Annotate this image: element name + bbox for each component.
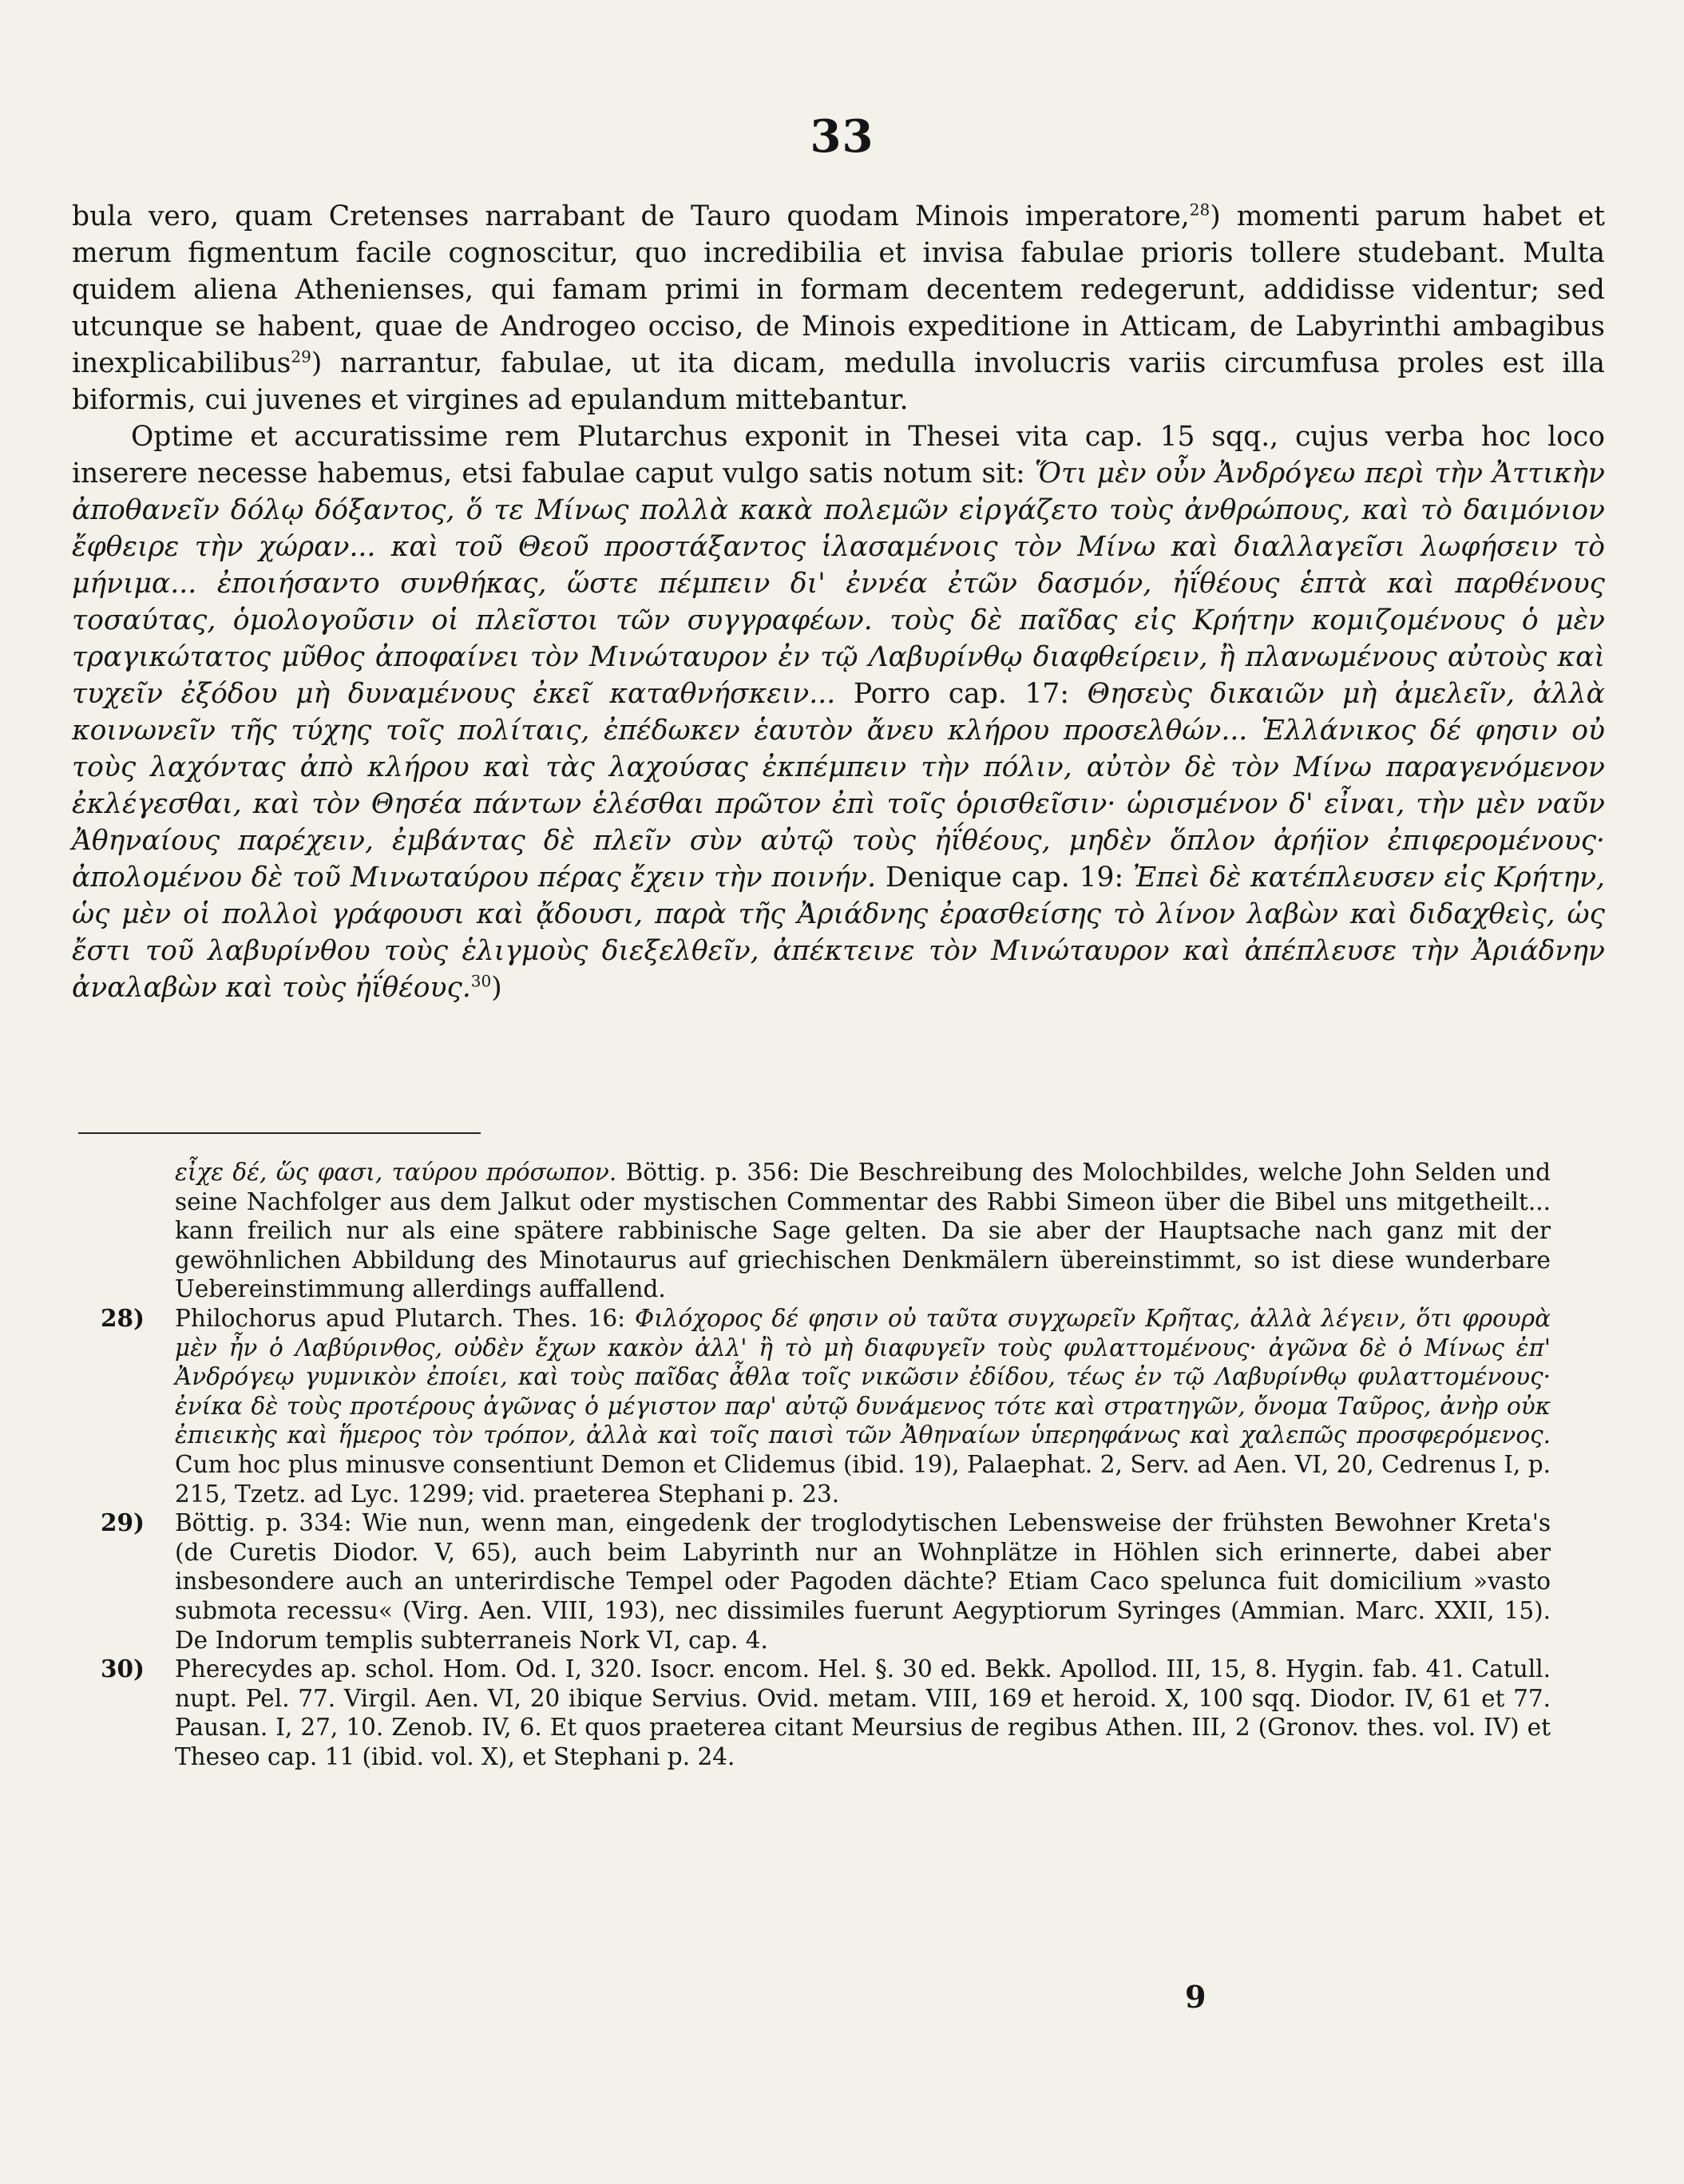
footnote-30-number: 30) [101, 1655, 145, 1683]
footnote-28 [101, 1304, 1551, 1508]
paragraph-1-text-b: ) momenti parum habet et merum figmentum facile cognoscitur, quo incredibilia et invisa fabulae prioris tollere studebant. Multa quidem aliena Athenienses, qui famam primi in formam decentem redegerunt, addidisse videntur; sed utcunque se habent, quae de Androgeo occiso, de Minois expeditione in Atticam, de Labyrinthi ambagibus inexplicabilibus [72, 200, 1606, 379]
footnote-28-text-b: Cum hoc plus minusve consentiunt Demon et Clidemus (ibid. 19), Palaephat. 2, Serv. ad Aen. VI, 20, Cedrenus I, p. 215, Tzetz. ad Lyc. 1299; vid. praeterea Stephani p. 23. [175, 1450, 1551, 1508]
paragraph-2-text-a: Optime et accuratissime rem Plutarchus exponit in Thesei vita cap. 15 sqq., cujus verba hoc loco inserere necesse habemus, etsi fabulae caput vulgo satis notum sit: [72, 421, 1605, 490]
greek-quote-cap-15: Ὅτι μὲν οὖν Ἀνδρόγεω περὶ τὴν Ἀττικὴν ἀποθανεῖν δόλῳ δόξαντος, ὅ τε Μίνως πολλὰ κακὰ πολεμῶν εἰργάζετο τοὺς ἀνθρώπους, καὶ τὸ δαιμόνιον ἔφθειρε τὴν χώραν... καὶ τοῦ Θεοῦ προστάξαντος ἱλασαμένοις τὸν Μίνω καὶ διαλλαγεῖσι λωφήσειν τὸ μήνιμα... ἐποιήσαντο συνθήκας, ὥστε πέμπειν δι' ἐννέα ἐτῶν δασμόν, ἠΐθέους ἑπτὰ καὶ παρθένους τοσαύτας, ὁμολογοῦσιν οἱ πλεῖστοι τῶν συγγραφέων. τοὺς δὲ παῖδας εἰς Κρήτην κομιζομένους ὁ μὲν τραγικώτατος μῦθος ἀποφαίνει τὸν Μινώταυρον ἐν τῷ Λαβυρίνθῳ διαφθείρειν, ἢ πλανωμένους αὐτοὺς καὶ τυχεῖν ἐξόδου μὴ δυναμένους ἐκεῖ καταθνήσκειν... [72, 458, 1606, 710]
footnote-continuation-text: Böttig. p. 356: Die Beschreibung des Molochbildes, welche John Selden und seine Nachfolger aus dem Jalkut oder mystischen Commentar des Rabbi Simeon über die Bibel uns mitgetheilt... kann freilich nur als eine spätere rabbinische Sage gelten. Da sie aber der Hauptsache nach ganz mit der gewöhnlichen Abbildung des Minotaurus auf griechischen Denkmälern übereinstimmt, so ist diese wunderbare Uebereinstimmung allerdings auffallend. [175, 1159, 1551, 1303]
footnote-ref-30[interactable]: 30 [470, 971, 492, 991]
footnote-29-number: 29) [101, 1508, 145, 1537]
footnote-28-text-a: Philochorus apud Plutarch. Thes. 16: [175, 1304, 636, 1332]
footnote-30 [101, 1655, 1551, 1771]
footnote-28-number: 28) [101, 1303, 145, 1332]
paragraph-2-text-b: Porro cap. 17: [835, 678, 1088, 710]
main-text [72, 198, 1605, 1006]
footnote-ref-28[interactable]: 28 [1189, 200, 1210, 220]
paragraph-1-text-c: ) narrantur, fabulae, ut ita dicam, medulla involucris variis circumfusa proles est illa biformis, cui juvenes et virgines ad epulandum mittebantur. [72, 347, 1605, 416]
page-number: 33 [810, 110, 874, 163]
footnote-28-greek: Φιλόχορος δέ φησιν οὐ ταῦτα συγχωρεῖν Κρῆτας, ἀλλὰ λέγειν, ὅτι φρουρὰ μὲν ἦν ὁ Λαβύρινθος, οὐδὲν ἔχων κακὸν ἀλλ' ἢ τὸ μὴ διαφυγεῖν τοὺς φυλαττομένους· ἀγῶνα δὲ ὁ Μίνως ἐπ' Ἀνδρόγεῳ γυμνικὸν ἐποίει, καὶ τοὺς παῖδας ἆθλα τοῖς νικῶσιν ἐδίδου, τέως ἐν τῷ Λαβυρίνθῳ φυλαττομένους· ἐνίκα δὲ τοὺς προτέρους ἀγῶνας ὁ μέγιστον παρ' αὐτῷ δυνάμενος τότε καὶ στρατηγῶν, ὄνομα Ταῦρος, ἀνὴρ οὐκ ἐπιεικὴς καὶ ἥμερος τὸν τρόπον, ἀλλὰ καὶ τοῖς παισὶ τῶν Ἀθηναίων ὑπερηφάνως καὶ χαλεπῶς προσφερόμενος. [175, 1304, 1551, 1449]
greek-quote-cap-19: Ἐπεὶ δὲ κατέπλευσεν εἰς Κρήτην, ὡς μὲν οἱ πολλοὶ γράφουσι καὶ ᾄδουσι, παρὰ τῆς Ἀριάδνης ἐρασθείσης τὸ λίνον λαβὼν καὶ διδαχθεὶς, ὡς ἔστι τοῦ λαβυρίνθου τοὺς ἑλιγμοὺς διεξελθεῖν, ἀπέκτεινε τὸν Μινώταυρον καὶ ἀπέπλευσε τὴν Ἀριάδνην ἀναλαβὼν καὶ τοὺς ἠΐθέους. [72, 862, 1606, 1004]
greek-quote-cap-17: Θησεὺς δικαιῶν μὴ ἀμελεῖν, ἀλλὰ κοινωνεῖν τῆς τύχης τοῖς πολίταις, ἐπέδωκεν ἑαυτὸν ἄνευ κλήρου προσελθών... Ἑλλάνικος δέ φησιν οὐ τοὺς λαχόντας ἀπὸ κλήρου καὶ τὰς λαχούσας ἐκπέμπειν τὴν πόλιν, αὐτὸν δὲ τὸν Μίνω παραγενόμενον ἐκλέγεσθαι, καὶ τὸν Θησέα πάντων ἑλέσθαι πρῶτον ἐπὶ τοῖς ὁρισθεῖσιν· ὡρισμένον δ' εἶναι, τὴν μὲν ναῦν Ἀθηναίους παρέχειν, ἐμβάντας δὲ πλεῖν σὺν αὐτῷ τοὺς ἠΐθέους, μηδὲν ὅπλον ἀρήϊον ἐπιφερομένους· ἀπολομένου δὲ τοῦ Μινωταύρου πέρας ἔχειν τὴν ποινήν. [72, 678, 1605, 894]
footnote-continuation-greek: εἶχε δέ, ὥς φασι, ταύρου πρόσωπον. [175, 1159, 617, 1186]
paragraph-2-text-d: ) [491, 972, 502, 1004]
footnotes [101, 1158, 1551, 1771]
footnote-continuation [101, 1158, 1551, 1304]
paragraph-1 [72, 198, 1605, 418]
paragraph-2-text-c: Denique cap. 19: [876, 862, 1133, 894]
footnote-29-text: Böttig. p. 334: Wie nun, wenn man, eingedenk der troglodytischen Lebensweise der frühsten Bewohner Kreta's (de Curetis Diodor. V, 65), auch beim Labyrinth nur an Wohnplätze in Höhlen sich erinnerte, dabei aber insbesondere auch an unterirdische Tempel oder Pagoden dächte? Etiam Caco spelunca fuit domicilium »vasto submota recessu« (Virg. Aen. VIII, 193), nec dissimiles fuerunt Aegyptiorum Syringes (Ammian. Marc. XXII, 15). De Indorum templis subterraneis Nork VI, cap. 4. [175, 1509, 1551, 1654]
signature-mark: 9 [1185, 1979, 1207, 2015]
footnote-ref-29[interactable]: 29 [291, 347, 311, 367]
paragraph-1-text-a: bula vero, quam Cretenses narrabant de Tauro quodam Minois imperatore, [72, 200, 1190, 232]
paragraph-2 [72, 418, 1605, 1006]
footnote-29 [101, 1508, 1551, 1655]
footnote-separator [78, 1132, 481, 1134]
footnote-30-text: Pherecydes ap. schol. Hom. Od. I, 320. Isocr. encom. Hel. §. 30 ed. Bekk. Apollod. III, 15, 8. Hygin. fab. 41. Catull. nupt. Pel. 77. Virgil. Aen. VI, 20 ibique Servius. Ovid. metam. VIII, 169 et heroid. X, 100 sqq. Diodor. IV, 61 et 77. Pausan. I, 27, 10. Zenob. IV, 6. Et quos praeterea citant Meursius de regibus Athen. III, 2 (Gronov. thes. vol. IV) et Theseo cap. 11 (ibid. vol. X), et Stephani p. 24. [175, 1655, 1551, 1770]
